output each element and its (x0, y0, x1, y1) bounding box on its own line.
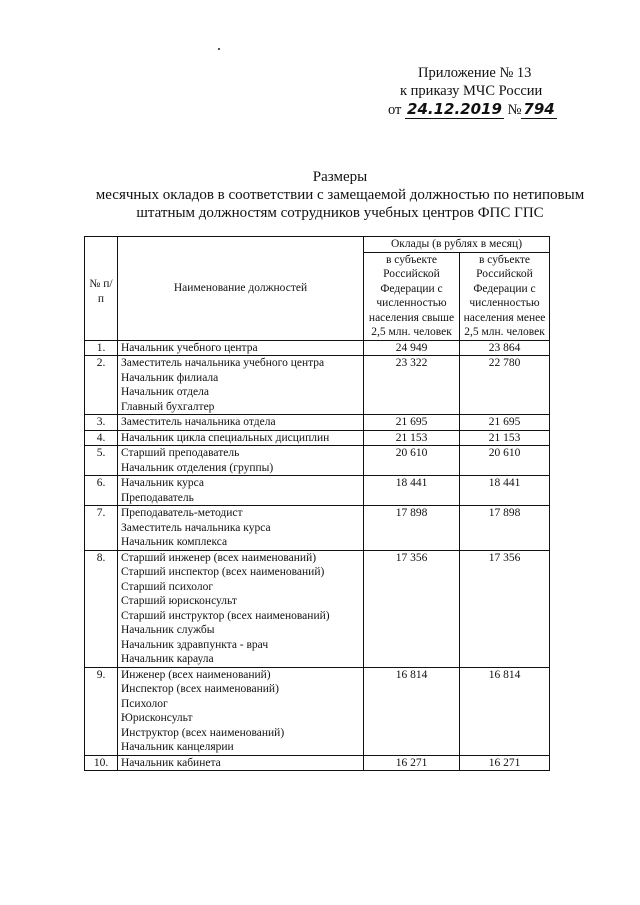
document-title (40, 168, 640, 222)
salary-large-subject: 24 949 (364, 340, 460, 356)
salary-small-subject: 21 695 (460, 415, 550, 431)
salary-large-subject: 17 898 (364, 506, 460, 551)
position-name: Заместитель начальника курса (121, 521, 271, 534)
position-name: Начальник комплекса (121, 536, 228, 548)
position-name: Начальник кабинета (121, 756, 221, 769)
table-row (85, 356, 550, 415)
salary-small-subject: 23 864 (460, 340, 550, 356)
row-number: 3. (85, 415, 118, 431)
salary-small-subject: 21 153 (460, 430, 550, 446)
position-name: Инженер (всех наименований) (121, 668, 271, 681)
handwritten-date: 24.12.2019 (407, 100, 502, 118)
position-name: Начальник канцелярии (121, 741, 234, 753)
salary-large-subject: 20 610 (364, 446, 460, 476)
position-name: Начальник филиала (121, 371, 219, 384)
position-name: Старший инструктор (всех наименований) (121, 609, 330, 622)
salary-table (84, 236, 550, 771)
header-num (85, 237, 118, 341)
position-names (118, 550, 364, 667)
salary-small-subject: 17 898 (460, 506, 550, 551)
table-row (85, 667, 550, 755)
header-name: Наименование должностей (118, 237, 364, 341)
position-name: Старший инспектор (всех наименований) (121, 566, 325, 578)
row-number: 4. (85, 430, 118, 446)
table-row (85, 550, 550, 667)
salary-large-subject: 16 271 (364, 755, 460, 771)
position-names (118, 476, 364, 506)
position-names (118, 506, 364, 551)
position-name: Заместитель начальника учебного центра (121, 357, 325, 369)
row-number: 6. (85, 476, 118, 506)
position-name: Главный бухгалтер (121, 400, 215, 413)
salary-small-subject: 20 610 (460, 446, 550, 476)
position-name: Преподаватель-методист (121, 507, 243, 519)
salary-large-subject: 23 322 (364, 356, 460, 415)
title-line-1: Размеры (312, 169, 368, 185)
table-row (85, 415, 550, 431)
table-row (85, 340, 550, 356)
title-line-2: месячных окладов в соответствии с замещаемой должностью по нетиповым (95, 187, 585, 203)
position-name: Инспектор (всех наименований) (121, 683, 279, 695)
salary-table-body (85, 340, 550, 771)
position-name: Старший юрисконсульт (121, 595, 237, 607)
salary-small-subject: 16 271 (460, 755, 550, 771)
salary-small-subject: 18 441 (460, 476, 550, 506)
header-num-text: № п/п (89, 278, 113, 305)
position-names (118, 356, 364, 415)
header-small-subject: в субъекте Российской Федерации с численностью населения менее 2,5 млн. человек (460, 252, 550, 340)
row-number: 2. (85, 356, 118, 415)
table-row (85, 430, 550, 446)
table-row (85, 476, 550, 506)
position-names (118, 667, 364, 755)
position-name: Начальник караула (121, 653, 214, 665)
position-name: Начальник здравпункта - врач (121, 638, 269, 651)
salary-large-subject: 21 153 (364, 430, 460, 446)
position-names (118, 430, 364, 446)
handwritten-number: 794 (523, 100, 555, 118)
row-number: 8. (85, 550, 118, 667)
table-row (85, 755, 550, 771)
position-name: Старший инженер (всех наименований) (121, 551, 317, 564)
number-prefix: № (507, 102, 522, 118)
salary-large-subject: 16 814 (364, 667, 460, 755)
row-number: 1. (85, 340, 118, 356)
salary-small-subject: 17 356 (460, 550, 550, 667)
position-name: Начальник отделения (группы) (121, 461, 274, 474)
scan-speck (218, 48, 220, 50)
appendix-header (418, 64, 531, 82)
position-name: Психолог (121, 697, 168, 710)
header-large-subject: в субъекте Российской Федерации с численностью населения свыше 2,5 млн. человек (364, 252, 460, 340)
position-name: Преподаватель (121, 491, 194, 504)
header-salary: Оклады (в рублях в месяц) (364, 237, 550, 253)
position-name: Юрисконсульт (121, 712, 193, 724)
position-names (118, 415, 364, 431)
position-name: Начальник курса (121, 477, 204, 489)
position-name: Начальник отдела (121, 386, 209, 398)
appendix-date-row (388, 100, 557, 119)
position-name: Начальник цикла специальных дисциплин (121, 431, 330, 444)
position-names (118, 446, 364, 476)
appendix-number: Приложение № 13 (418, 65, 532, 81)
salary-small-subject: 16 814 (460, 667, 550, 755)
row-number: 9. (85, 667, 118, 755)
position-name: Инструктор (всех наименований) (121, 726, 285, 739)
salary-small-subject: 22 780 (460, 356, 550, 415)
salary-large-subject: 21 695 (364, 415, 460, 431)
position-name: Заместитель начальника отдела (121, 416, 276, 428)
appendix-order: к приказу МЧС России (400, 83, 543, 99)
table-row (85, 446, 550, 476)
date-prefix: от (388, 102, 402, 118)
salary-large-subject: 18 441 (364, 476, 460, 506)
position-names (118, 755, 364, 771)
position-name: Старший преподаватель (121, 447, 240, 459)
table-row (85, 506, 550, 551)
title-line-3: штатным должностям сотрудников учебных центров ФПС ГПС (136, 205, 544, 221)
salary-large-subject: 17 356 (364, 550, 460, 667)
position-name: Начальник службы (121, 624, 215, 636)
position-name: Старший психолог (121, 580, 214, 593)
row-number: 5. (85, 446, 118, 476)
row-number: 10. (85, 755, 118, 771)
row-number: 7. (85, 506, 118, 551)
position-name: Начальник учебного центра (121, 341, 258, 354)
position-names (118, 340, 364, 356)
